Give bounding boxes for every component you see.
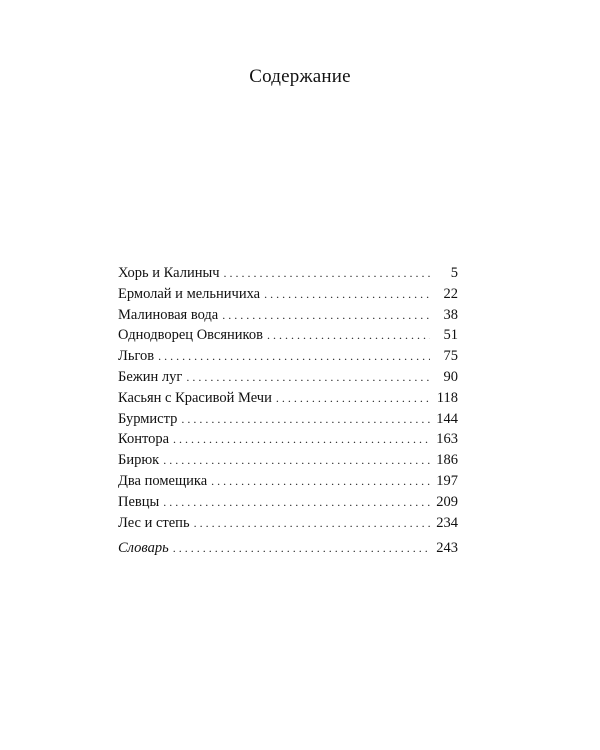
toc-entry bbox=[118, 450, 458, 471]
dot-leader bbox=[163, 492, 430, 513]
dot-leader bbox=[186, 367, 430, 388]
toc-entry-page: 209 bbox=[436, 493, 458, 510]
toc-entry bbox=[118, 346, 458, 367]
toc-entry-label: Контора bbox=[118, 431, 170, 448]
dot-leader bbox=[211, 471, 430, 492]
toc-entry-page: 234 bbox=[436, 514, 458, 531]
toc-entry bbox=[118, 471, 458, 492]
dot-leader bbox=[276, 388, 430, 409]
dot-leader bbox=[173, 429, 430, 450]
dot-leader bbox=[222, 305, 430, 326]
toc-entry-page: 5 bbox=[450, 265, 458, 281]
toc-entry-label: Два помещика bbox=[118, 472, 208, 489]
dot-leader bbox=[163, 450, 430, 471]
toc-entry bbox=[118, 388, 458, 409]
toc-entry-label: Словарь bbox=[118, 540, 169, 556]
toc-entry bbox=[118, 513, 458, 534]
dot-leader bbox=[267, 325, 430, 346]
toc-entry-label: Ермолай и мельничиха bbox=[118, 285, 261, 302]
toc-entry-label: Бирюк bbox=[118, 452, 160, 469]
toc-entry-glossary bbox=[118, 538, 458, 559]
dot-leader bbox=[173, 538, 430, 559]
toc-list bbox=[118, 263, 458, 533]
toc-entry bbox=[118, 492, 458, 513]
toc-entry-page: 197 bbox=[436, 472, 458, 489]
toc-entry-label: Бурмистр bbox=[118, 410, 178, 427]
toc-entry bbox=[118, 284, 458, 305]
toc-entry-label: Льгов bbox=[118, 348, 155, 365]
toc-entry-page: 163 bbox=[436, 431, 458, 448]
toc-entry-page: 38 bbox=[443, 306, 458, 323]
dot-leader bbox=[181, 409, 430, 430]
toc-entry-label: Бежин луг bbox=[118, 368, 183, 385]
dot-leader bbox=[264, 284, 430, 305]
dot-leader bbox=[158, 346, 430, 367]
toc-entry bbox=[118, 429, 458, 450]
dot-leader bbox=[224, 263, 430, 284]
toc-entry-page: 243 bbox=[436, 540, 458, 556]
toc-entry-label: Однодворец Овсяников bbox=[118, 327, 263, 344]
dot-leader bbox=[194, 513, 430, 534]
toc-entry-page: 75 bbox=[443, 348, 458, 365]
toc-title: Содержание bbox=[249, 66, 351, 87]
toc-entry-label: Певцы bbox=[118, 493, 160, 510]
toc-entry bbox=[118, 367, 458, 388]
toc-entry-page: 144 bbox=[436, 410, 458, 427]
toc-entry-label: Малиновая вода bbox=[118, 306, 219, 323]
toc-entry-label: Касьян с Красивой Мечи bbox=[118, 389, 272, 406]
toc-entry bbox=[118, 305, 458, 326]
toc-entry-page: 22 bbox=[443, 285, 458, 302]
toc-entry-page: 51 bbox=[443, 327, 458, 344]
toc-entry-label: Хорь и Калиныч bbox=[118, 265, 220, 281]
toc-entry bbox=[118, 325, 458, 346]
toc-entry bbox=[118, 409, 458, 430]
toc-entry-page: 90 bbox=[443, 368, 458, 385]
toc-entry-page: 186 bbox=[436, 452, 458, 469]
toc-entry-page: 118 bbox=[436, 389, 458, 406]
toc-entry-label: Лес и степь bbox=[118, 514, 190, 531]
toc-entry bbox=[118, 263, 458, 284]
